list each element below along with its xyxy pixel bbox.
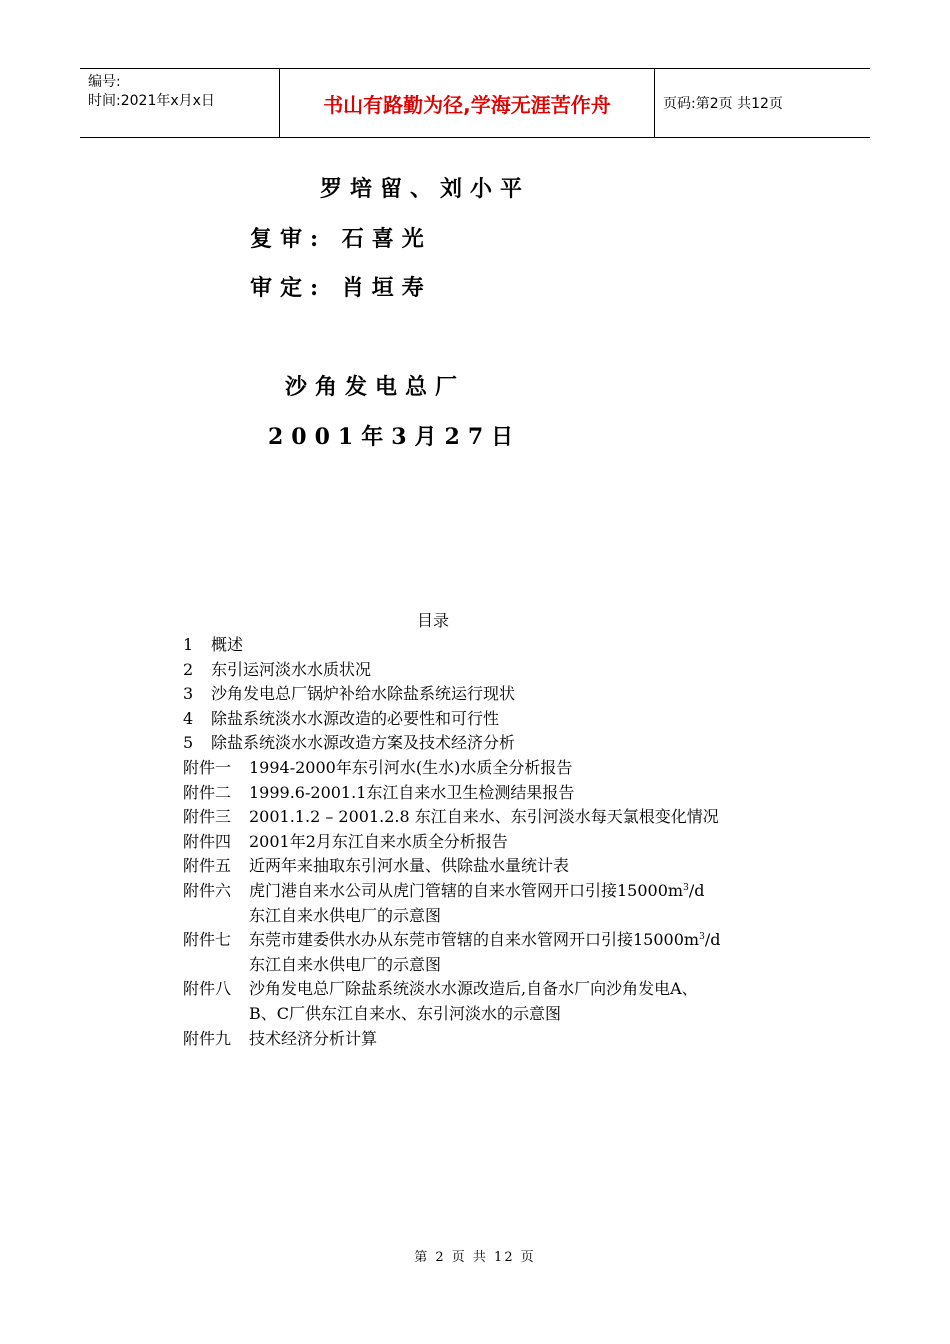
toc-item-number: 3 (183, 684, 194, 704)
toc-item (183, 1027, 720, 1052)
toc-item (183, 633, 720, 658)
toc-title: 目录 (416, 611, 449, 630)
page-footer: 第 2 页 共 12 页 (414, 1250, 536, 1265)
toc-item (183, 658, 720, 683)
time-label: 时间:2021年x月x日 (88, 93, 215, 109)
toc-item-text-main: 虎门港自来水公司从虎门管辖的自来水管网开口引接15000m (249, 880, 684, 900)
toc-item-text-main: 沙角发电总厂除盐系统淡水水源改造后,自备水厂向沙角发电A、 (249, 979, 698, 999)
toc-item-number: 附件三 (183, 807, 232, 827)
toc-item-text-main: 2001年2月东江自来水质全分析报告 (249, 831, 508, 851)
toc-item-text-main: 1994-2000年东引河水(生水)水质全分析报告 (249, 757, 573, 777)
toc-item-number: 5 (183, 733, 194, 753)
toc-item (183, 731, 720, 756)
toc-item (183, 854, 720, 879)
toc-item-text (249, 756, 572, 781)
header-motto: 书山有路勤为径,学海无涯苦作舟 (280, 69, 655, 137)
toc-item-continuation: 东江自来水供电厂的示意图 (249, 905, 442, 925)
header-meta (80, 69, 280, 137)
toc-item-text-main: 近两年来抽取东引河水量、供除盐水量统计表 (249, 856, 570, 876)
toc-item-text-main: 东引运河淡水水质状况 (211, 659, 372, 679)
toc-item-text (249, 854, 569, 879)
toc-item-text (249, 805, 719, 830)
toc-item-superscript: 3 (683, 882, 689, 893)
toc-item-text-main: 除盐系统淡水水源改造方案及技术经济分析 (211, 733, 516, 753)
toc-item-number: 附件六 (183, 880, 232, 900)
toc-item (183, 707, 720, 732)
header-page-label: 页码:第2页 共12页 (663, 96, 783, 112)
toc-item-text (249, 879, 704, 904)
toc-item-text-main: 1999.6-2001.1东江自来水卫生检测结果报告 (249, 782, 575, 802)
toc-item-text-main: 沙角发电总厂锅炉补给水除盐系统运行现状 (211, 684, 516, 704)
toc-item-number: 附件一 (183, 757, 232, 777)
toc-item-text (211, 682, 515, 707)
toc-item-text-tail: /d (688, 880, 705, 900)
toc-item-number: 2 (183, 659, 194, 679)
toc-item-text (249, 830, 508, 855)
toc-item-superscript: 3 (699, 932, 705, 943)
toc-item-continuation: 东江自来水供电厂的示意图 (249, 954, 442, 974)
toc-item-number: 附件四 (183, 831, 232, 851)
toc-item-text (249, 977, 698, 1002)
toc-item-number: 附件九 (183, 1028, 232, 1048)
organization-name: 沙角发电总厂 (285, 374, 466, 400)
toc-item-text (211, 658, 371, 683)
toc-item (183, 781, 720, 806)
authors-line: 罗培留、刘小平 (320, 176, 531, 202)
toc-item-number: 附件七 (183, 930, 232, 950)
toc-item-number: 附件五 (183, 856, 232, 876)
toc-item-text-main: 概述 (211, 635, 244, 654)
toc-item (183, 830, 720, 855)
toc-item-text-main: 技术经济分析计算 (249, 1028, 378, 1048)
report-date: 2001年3月27日 (268, 424, 522, 450)
toc-item (183, 928, 720, 953)
toc-item-text (249, 781, 574, 806)
toc-item-text-main: 除盐系统淡水水源改造的必要性和可行性 (211, 708, 500, 728)
toc-item (183, 682, 720, 707)
table-of-contents (183, 633, 720, 1051)
toc-item-text (211, 633, 243, 658)
toc-item (183, 977, 720, 1002)
toc-item-text (211, 707, 499, 732)
toc-item-text-main: 东莞市建委供水办从东莞市管辖的自来水管网开口引接15000m (249, 930, 700, 950)
toc-item-number: 4 (183, 708, 194, 728)
toc-item-text-tail: /d (704, 930, 721, 950)
toc-item (183, 879, 720, 904)
toc-item (183, 756, 720, 781)
toc-item (183, 805, 720, 830)
toc-item-continuation: B、C厂供东江自来水、东引河淡水的示意图 (249, 1003, 562, 1023)
toc-item-text (249, 928, 720, 953)
page-header (80, 68, 870, 138)
number-label: 编号: (88, 74, 121, 90)
toc-item-text (249, 1027, 377, 1052)
toc-item-number: 1 (183, 635, 194, 654)
toc-item-text (211, 731, 515, 756)
approve-line: 审定: 肖垣寿 (250, 275, 432, 301)
toc-item-text-main: 2001.1.2 – 2001.2.8 东江自来水、东引河淡水每天氯根变化情况 (249, 807, 719, 827)
review-line: 复审: 石喜光 (250, 226, 432, 252)
toc-item-number: 附件二 (183, 782, 232, 802)
toc-item-number: 附件八 (183, 979, 232, 999)
